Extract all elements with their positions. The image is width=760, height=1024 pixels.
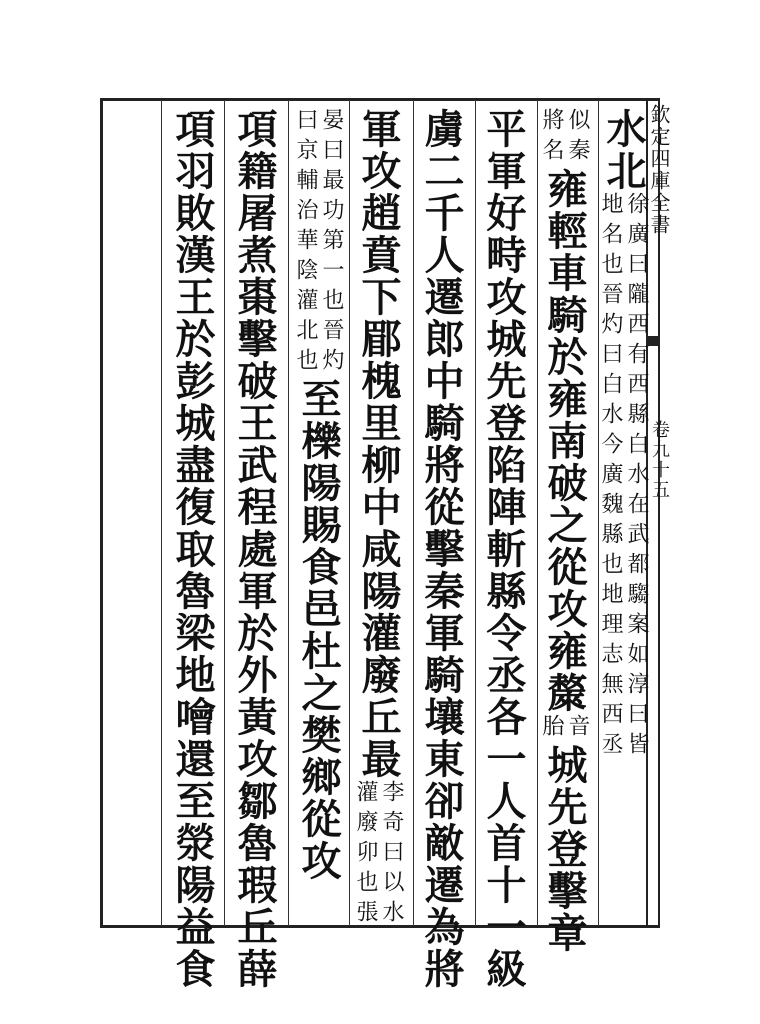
annotation-right: 徐廣曰隴西有西縣白水在武都騶案如淳曰皆 xyxy=(624,192,649,762)
main-text: 項羽敗漢王於彭城盡復取魯梁地噲還至滎陽益食 xyxy=(169,108,216,990)
annotation-left: 將名 xyxy=(539,108,564,168)
text-column-4 xyxy=(415,108,467,990)
text-column-1 xyxy=(597,108,649,762)
column-rule xyxy=(413,100,414,926)
text-column-2 xyxy=(538,108,590,954)
annotation-pair xyxy=(353,780,403,930)
main-text: 城先登擊章 xyxy=(541,744,588,954)
book-title: 欽定四庫全書 xyxy=(647,104,671,236)
annotation-left: 灌廢卯也張 xyxy=(353,780,378,930)
annotation-left: 地名也晉灼曰白水今廣魏縣也地理志無西丞 xyxy=(598,192,623,762)
annotation-pair xyxy=(539,108,589,168)
text-column-3 xyxy=(477,108,529,990)
main-text: 至櫟陽賜食邑杜之樊鄉從攻 xyxy=(295,378,342,882)
text-column-6 xyxy=(292,108,344,882)
annotation-right: 音 xyxy=(565,714,590,744)
column-rule xyxy=(161,100,162,926)
main-text: 雍輕車騎於雍南破之從攻雍斄 xyxy=(541,168,588,714)
main-text: 項籍屠煮棗擊破王武程處軍於外黃攻鄒魯瑕丘薛 xyxy=(231,108,278,990)
annotation-right: 晏曰最功第一也晉灼 xyxy=(319,108,344,378)
main-text: 軍攻趙賁下郿槐里柳中咸陽灌廢丘最 xyxy=(355,108,402,780)
annotation-pair xyxy=(539,714,589,744)
text-column-8 xyxy=(166,108,218,990)
annotation-right: 似秦 xyxy=(565,108,590,168)
volume-number: 卷九十五 xyxy=(649,420,670,500)
annotation-pair xyxy=(293,108,343,378)
column-rule xyxy=(288,100,289,926)
main-text: 平軍好畤攻城先登陷陣斬縣令丞各一人首十一級 xyxy=(480,108,527,990)
main-text: 水北 xyxy=(600,108,647,192)
column-rule xyxy=(349,100,350,926)
annotation-left: 胎 xyxy=(539,714,564,744)
column-rule xyxy=(224,100,225,926)
main-text: 虜二千人遷郎中騎將從擊秦軍騎壤東卻敵遷為將 xyxy=(418,108,465,990)
annotation-left: 曰京輔治華陰灌北也 xyxy=(293,108,318,378)
annotation-right: 李奇曰以水 xyxy=(379,780,404,930)
column-rule xyxy=(475,100,476,926)
text-column-7 xyxy=(228,108,280,990)
annotation-pair xyxy=(598,192,648,762)
text-column-5 xyxy=(352,108,404,930)
